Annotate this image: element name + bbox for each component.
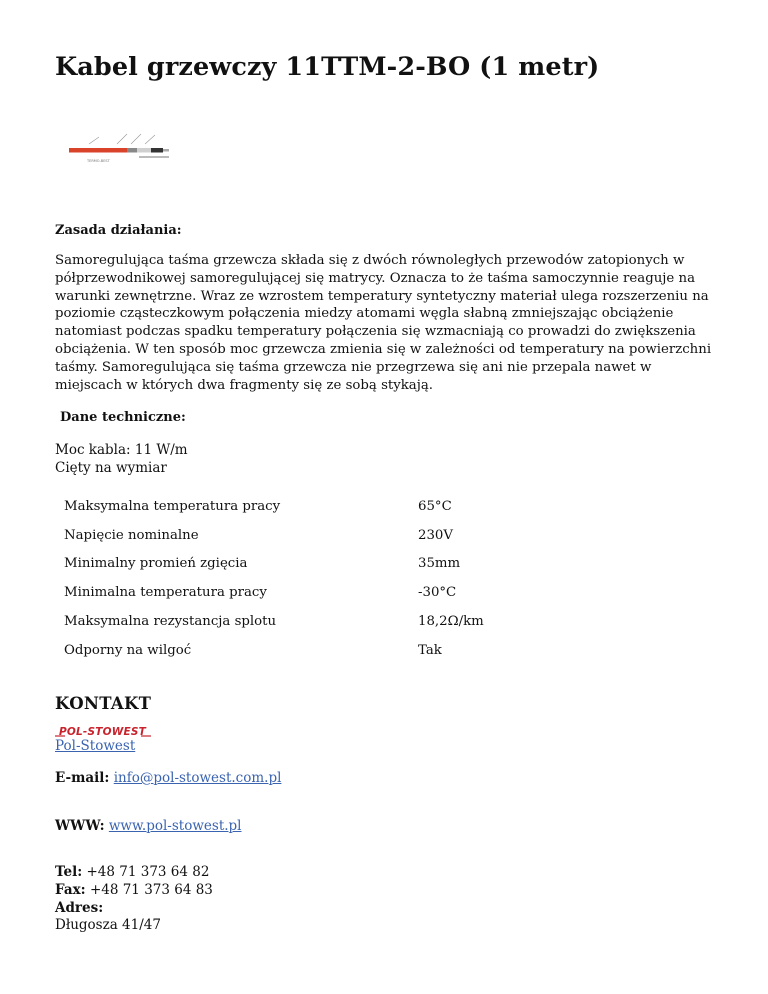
spec-label: Maksymalna temperatura pracy — [64, 498, 281, 514]
email-row — [55, 770, 281, 786]
moc-kabla-line: Moc kabla: 11 W/m — [55, 442, 188, 458]
email-label: E-mail: — [55, 770, 110, 786]
product-image — [69, 104, 179, 196]
page-title: Kabel grzewczy 11TTM-2-BO (1 metr) — [55, 52, 600, 82]
product-image-label: TERMO-BEST — [87, 159, 110, 163]
spec-row — [55, 492, 484, 521]
kontakt-heading: KONTAKT — [55, 694, 152, 713]
spec-value: Tak — [418, 642, 442, 658]
tel-label: Tel: — [55, 864, 83, 880]
spec-label: Napięcie nominalne — [64, 527, 199, 543]
www-link[interactable]: www.pol-stowest.pl — [108, 818, 242, 834]
tel-row — [55, 864, 209, 880]
www-row — [55, 818, 242, 834]
zasada-heading: Zasada działania: — [55, 223, 182, 238]
spec-row — [55, 521, 484, 550]
zasada-text: Samoregulująca taśma grzewcza składa się z dwóch równoległych przewodów zatopionych w półprzewodnikowej samoregulującej się matrycy. Oznacza to że taśma samoczynnie reaguje na warunki zewnętrzne. Wraz ze wzrostem temperatury syntetyczny materiał ulega rozszerzeniu na poziomie cząsteczkowym połączenia miedzy atomami węgla słabną zmniejszając obciążenie natomiast podczas spadku temperatury połączenia się wzmacniają co prowadzi do zwiększenia obciążenia. W ten sposób moc grzewcza zmienia się w zależności od temperatury na powierzchni taśmy. Samoregulująca się taśma grzewcza nie przegrzewa się ani nie przepala nawet w miejscach w których dwa fragmenty się ze sobą stykają. — [55, 253, 712, 393]
dane-heading: Dane techniczne: — [60, 410, 186, 425]
spec-label: Odporny na wilgoć — [64, 642, 192, 658]
cable-jacket-red — [69, 148, 127, 153]
company-link[interactable]: Pol-Stowest — [55, 738, 136, 754]
spec-row — [55, 636, 484, 665]
spec-label: Minimalna temperatura pracy — [64, 585, 267, 601]
spec-value: 65°C — [418, 498, 452, 514]
spec-label: Minimalny promień zgięcia — [64, 556, 248, 572]
specs-table — [55, 492, 484, 665]
dane-lines — [55, 441, 188, 477]
spec-value: 230V — [418, 527, 453, 543]
adres-label: Adres: — [55, 900, 104, 916]
spec-label: Maksymalna rezystancja splotu — [64, 614, 277, 630]
spec-row — [55, 607, 484, 636]
fax-row — [55, 882, 213, 898]
spec-row — [55, 550, 484, 579]
email-link[interactable]: info@pol-stowest.com.pl — [113, 770, 282, 786]
www-label: WWW: — [55, 818, 105, 834]
fax-value: +48 71 373 64 83 — [89, 882, 213, 898]
tel-value: +48 71 373 64 82 — [86, 864, 210, 880]
svg-text:POL-STOWEST: POL-STOWEST — [59, 726, 146, 738]
spec-value: 35mm — [418, 556, 461, 572]
fax-label: Fax: — [55, 882, 86, 898]
spec-value: -30°C — [418, 585, 457, 601]
spec-row — [55, 578, 484, 607]
adres-value: Długosza 41/47 — [55, 917, 161, 933]
ciety-line: Cięty na wymiar — [55, 460, 167, 476]
adres-row — [55, 900, 103, 916]
spec-value: 18,2Ω/km — [418, 614, 484, 630]
